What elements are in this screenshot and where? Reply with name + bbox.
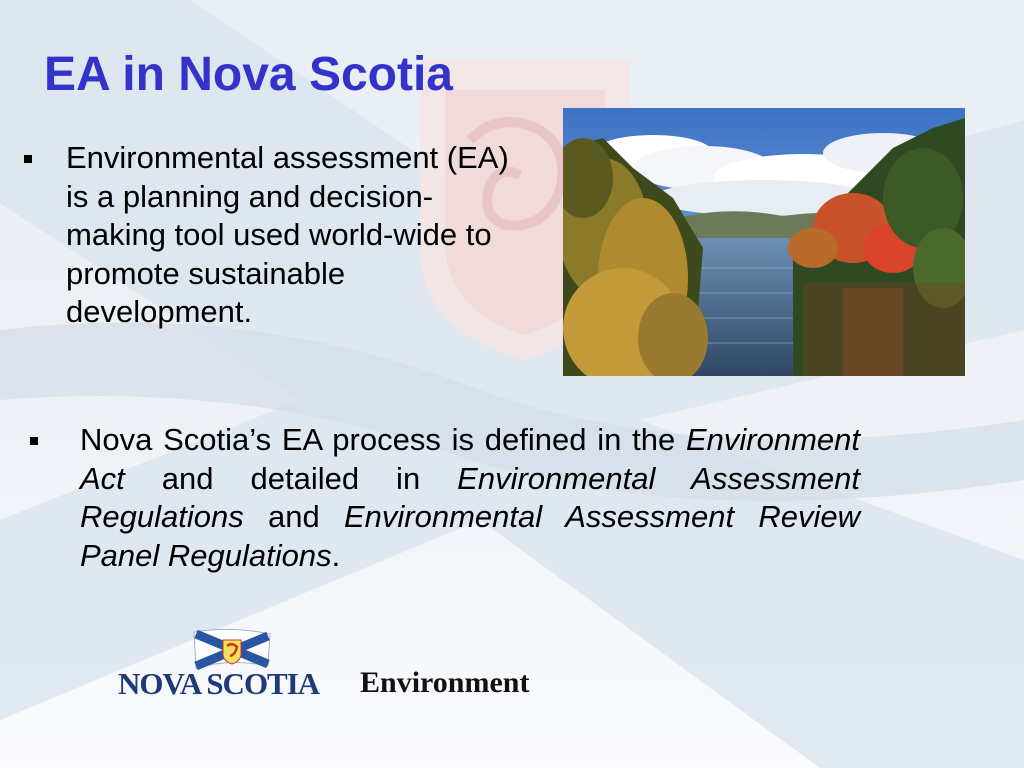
autumn-lake-photo — [563, 108, 965, 376]
bullet-1-text: Environmental assessment (EA) is a planning and decision- making tool used world-wide to promote sustainable development. — [66, 140, 509, 329]
square-bullet-icon — [30, 437, 38, 445]
environment-act-title: Environment Act — [80, 422, 860, 496]
bullet-2-text-part: and — [243, 499, 344, 534]
logo-environment-text: Environment — [360, 666, 530, 699]
logo-nova-scotia-text: NOVA SCOTIA — [118, 666, 320, 701]
ea-regulations-title: Environmental Assessment Regulations — [80, 460, 860, 534]
nova-scotia-environment-logo — [112, 626, 572, 708]
square-bullet-icon — [24, 155, 32, 163]
bullet-2-text — [80, 421, 860, 575]
slide-title: EA in Nova Scotia — [44, 48, 453, 101]
bullet-2-text-part: . — [331, 537, 341, 573]
review-panel-regulations-title: Environmental Assessment Review Panel Regulations — [80, 499, 860, 573]
bullet-2-text-part: Nova Scotia’s EA process is defined in the — [80, 422, 686, 457]
bullet-2-text-part: and detailed in — [124, 460, 458, 496]
